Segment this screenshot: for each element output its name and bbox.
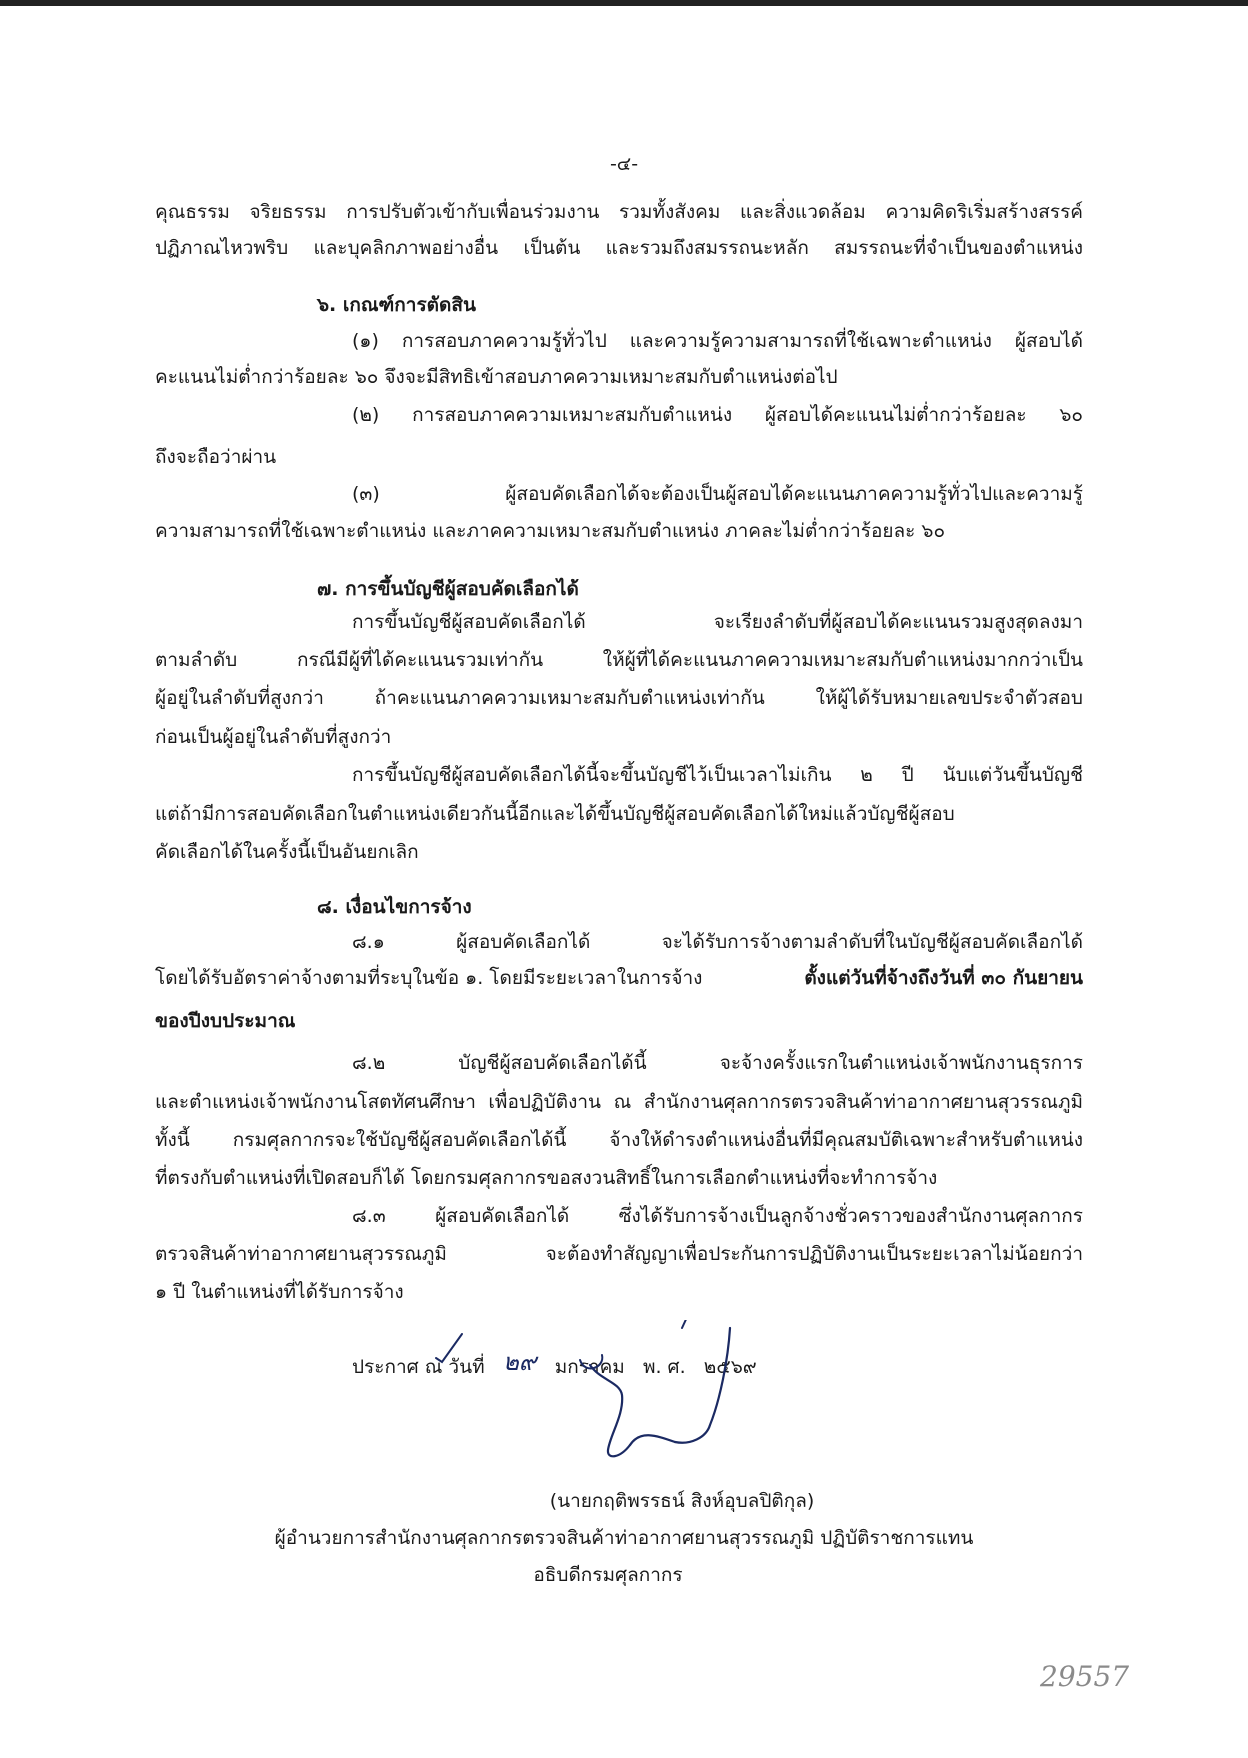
body-line: (๑) การสอบภาคความรู้ทั่วไป และความรู้ความสามารถที่ใช้เฉพาะตำแหน่ง ผู้สอบได้ [352,330,1083,352]
section-heading: ๘. เงื่อนไขการจ้าง [317,896,472,918]
announce-month: มกราคม [554,1356,625,1378]
signatory-title-2: อธิบดีกรมศุลกากร [533,1564,683,1586]
body-line: คะแนนไม่ต่ำกว่าร้อยละ ๖๐ จึงจะมีสิทธิเข้าสอบภาคความเหมาะสมกับตำแหน่งต่อไป [155,366,838,388]
body-text-bold: ตั้งแต่วันที่จ้างถึงวันที่ ๓๐ กันยายน [804,967,1083,989]
body-line: การขึ้นบัญชีผู้สอบคัดเลือกได้ จะเรียงลำดับที่ผู้สอบได้คะแนนรวมสูงสุดลงมา [352,611,1083,633]
handwritten-tick [428,1328,468,1368]
section-heading: ๗. การขึ้นบัญชีผู้สอบคัดเลือกได้ [317,578,579,600]
body-line: ปฏิภาณไหวพริบ และบุคลิกภาพอย่างอื่น เป็นต้น และรวมถึงสมรรถนะหลัก สมรรถนะที่จำเป็นของตำแหน่ง [155,237,1083,259]
body-line: คัดเลือกได้ในครั้งนี้เป็นอันยกเลิก [155,841,419,863]
scan-top-edge [0,0,1248,6]
pencil-note: 29557 [1040,1660,1130,1693]
announce-prefix: ประกาศ ณ วันที่ [352,1356,485,1378]
body-line: แต่ถ้ามีการสอบคัดเลือกในตำแหน่งเดียวกันนี้อีกและได้ขึ้นบัญชีผู้สอบคัดเลือกได้ใหม่แล้วบัญชีผู้สอบ [155,803,955,825]
announce-era: พ. ศ. [642,1356,686,1378]
body-line: ๑ ปี ในตำแหน่งที่ได้รับการจ้าง [155,1281,404,1303]
body-text: โดยได้รับอัตราค่าจ้างตามที่ระบุในข้อ ๑. โดยมีระยะเวลาในการจ้าง [155,967,703,989]
body-line: ๘.๓ ผู้สอบคัดเลือกได้ ซึ่งได้รับการจ้างเป็นลูกจ้างชั่วคราวของสำนักงานศุลกากร [352,1205,1083,1227]
signatory-name: (นายกฤติพรรธน์ สิงห์อุบลปิติกุล) [549,1490,815,1512]
handwritten-signature [560,1320,760,1470]
body-line-bold: ของปีงบประมาณ [155,1010,296,1032]
body-line: ผู้อยู่ในลำดับที่สูงกว่า ถ้าคะแนนภาคความเหมาะสมกับตำแหน่งเท่ากัน ให้ผู้ได้รับหมายเลขประจำตัวสอบ [155,687,1083,709]
body-line: (๒) การสอบภาคความเหมาะสมกับตำแหน่ง ผู้สอบได้คะแนนไม่ต่ำกว่าร้อยละ ๖๐ [352,404,1083,426]
body-line: ก่อนเป็นผู้อยู่ในลำดับที่สูงกว่า [155,726,392,748]
body-line: ความสามารถที่ใช้เฉพาะตำแหน่ง และภาคความเหมาะสมกับตำแหน่ง ภาคละไม่ต่ำกว่าร้อยละ ๖๐ [155,520,946,542]
body-line: ตรวจสินค้าท่าอากาศยานสุวรรณภูมิ จะต้องทำสัญญาเพื่อประกันการปฏิบัติงานเป็นระยะเวลาไม่น้อยกว่า [155,1243,1083,1265]
handwritten-day: ๒๙ [502,1348,537,1376]
body-line-mixed [155,965,1083,991]
body-line: ที่ตรงกับตำแหน่งที่เปิดสอบก็ได้ โดยกรมศุลกากรขอสงวนสิทธิ์ในการเลือกตำแหน่งที่จะทำการจ้าง [155,1167,938,1189]
body-line: และตำแหน่งเจ้าพนักงานโสตทัศนศึกษา เพื่อปฏิบัติงาน ณ สำนักงานศุลกากรตรวจสินค้าท่าอากาศยานสุวรรณภูมิ [155,1091,1083,1113]
body-line: ๘.๒ บัญชีผู้สอบคัดเลือกได้นี้ จะจ้างครั้งแรกในตำแหน่งเจ้าพนักงานธุรการ [352,1052,1083,1074]
announce-year: ๒๕๖๙ [703,1356,757,1378]
body-line: การขึ้นบัญชีผู้สอบคัดเลือกได้นี้จะขึ้นบัญชีไว้เป็นเวลาไม่เกิน ๒ ปี นับแต่วันขึ้นบัญชี [352,764,1083,786]
body-line: ทั้งนี้ กรมศุลกากรจะใช้บัญชีผู้สอบคัดเลือกได้นี้ จ้างให้ดำรงตำแหน่งอื่นที่มีคุณสมบัติเฉพาะสำหรับตำแหน่ง [155,1129,1083,1151]
body-line: คุณธรรม จริยธรรม การปรับตัวเข้ากับเพื่อนร่วมงาน รวมทั้งสังคม และสิ่งแวดล้อม ความคิดริเริ่มสร้างสรรค์ [155,201,1083,223]
body-line: ถึงจะถือว่าผ่าน [155,446,277,468]
body-line: ตามลำดับ กรณีมีผู้ที่ได้คะแนนรวมเท่ากัน ให้ผู้ที่ได้คะแนนภาคความเหมาะสมกับตำแหน่งมากกว่าเป็น [155,649,1083,671]
page-number: -๔- [609,153,639,175]
signatory-title: ผู้อำนวยการสำนักงานศุลกากรตรวจสินค้าท่าอากาศยานสุวรรณภูมิ ปฏิบัติราชการแทน [274,1527,974,1549]
section-heading: ๖. เกณฑ์การตัดสิน [317,294,476,316]
body-line: ๘.๑ ผู้สอบคัดเลือกได้ จะได้รับการจ้างตามลำดับที่ในบัญชีผู้สอบคัดเลือกได้ [352,931,1083,953]
body-line: (๓) ผู้สอบคัดเลือกได้จะต้องเป็นผู้สอบได้คะแนนภาคความรู้ทั่วไปและความรู้ [352,483,1083,505]
